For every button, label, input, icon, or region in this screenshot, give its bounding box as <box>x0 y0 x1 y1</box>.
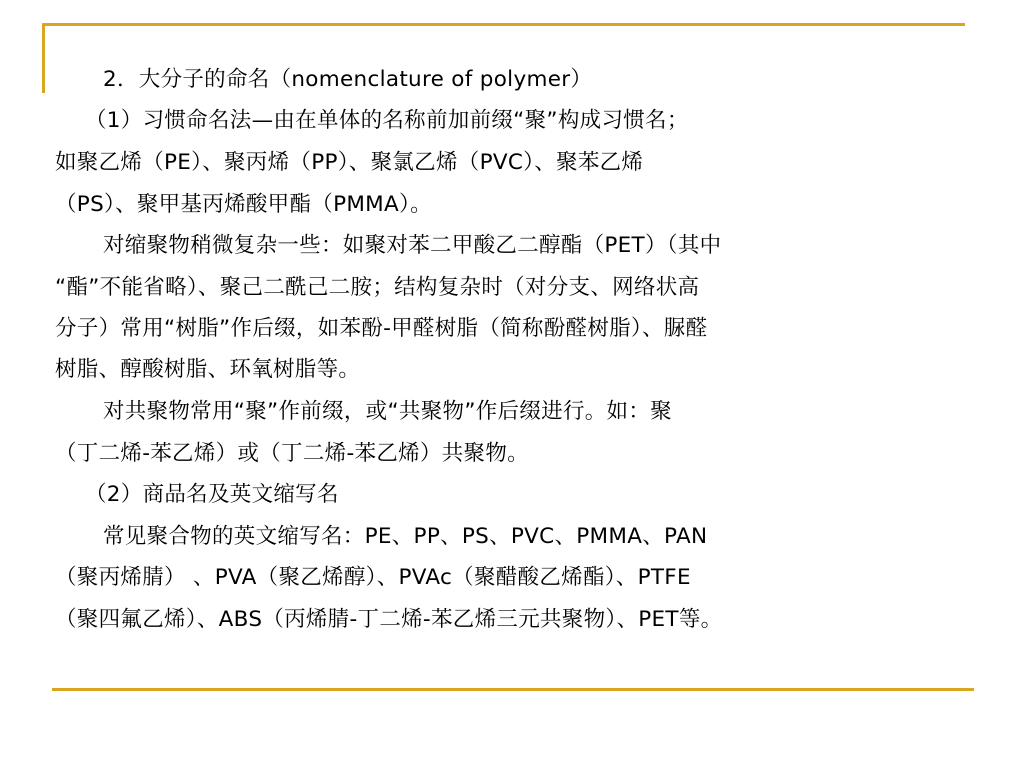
paragraph-line: 对共聚物常用“聚”作前缀，或“共聚物”作后缀进行。如：聚 <box>103 399 672 424</box>
paragraph-line: 常见聚合物的英文缩写名：PE、PP、PS、PVC、PMMA、PAN <box>103 524 708 549</box>
subsection-heading-1: （1）习惯命名法—由在单体的名称前加前缀“聚”构成习惯名； <box>85 108 689 133</box>
paragraph-line: 如聚乙烯（PE）、聚丙烯（PP）、聚氯乙烯（PVC）、聚苯乙烯 <box>55 150 644 175</box>
section-heading: 2．大分子的命名（nomenclature of polymer） <box>103 67 593 92</box>
paragraph-line: 分子）常用“树脂”作后缀，如苯酚-甲醛树脂（简称酚醛树脂）、脲醛 <box>55 316 708 341</box>
paragraph-line: “酯”不能省略）、聚己二酰己二胺；结构复杂时（对分支、网络状高 <box>55 275 700 300</box>
left-rule <box>42 23 45 93</box>
top-rule <box>42 23 965 26</box>
paragraph-line: 对缩聚物稍微复杂一些：如聚对苯二甲酸乙二醇酯（PET）（其中 <box>103 233 722 258</box>
paragraph-line: （聚丙烯腈） 、PVA（聚乙烯醇）、PVAc（聚醋酸乙烯酯）、PTFE <box>55 565 691 590</box>
paragraph-line: （PS）、聚甲基丙烯酸甲酯（PMMA）。 <box>55 192 432 217</box>
paragraph-line: （丁二烯-苯乙烯）或（丁二烯-苯乙烯）共聚物。 <box>55 441 529 466</box>
bottom-rule <box>52 688 974 691</box>
paragraph-line: （聚四氟乙烯）、ABS（丙烯腈-丁二烯-苯乙烯三元共聚物）、PET等。 <box>55 607 723 632</box>
subsection-heading-2: （2）商品名及英文缩写名 <box>85 482 339 507</box>
paragraph-line: 树脂、醇酸树脂、环氧树脂等。 <box>55 357 361 382</box>
